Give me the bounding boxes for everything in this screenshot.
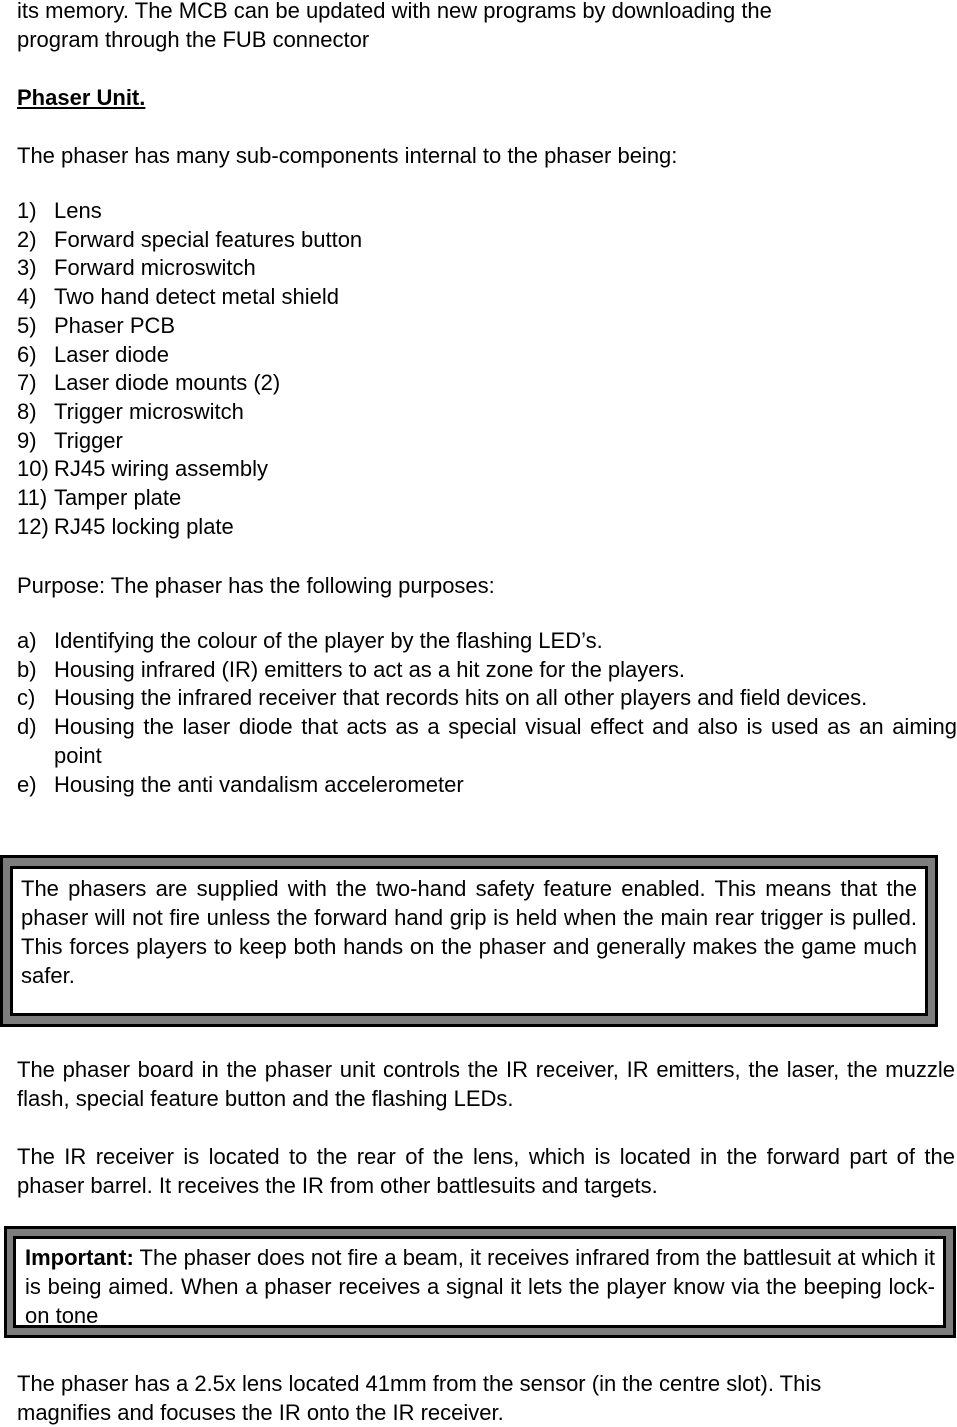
purpose-item-marker: d) (17, 714, 37, 740)
purpose-item-text: Identifying the colour of the player by the flashing LED’s. (54, 628, 603, 653)
component-item (17, 398, 957, 427)
purpose-item-marker: b) (17, 656, 37, 682)
purpose-item-marker: c) (17, 685, 36, 711)
components-list (17, 197, 957, 541)
safety-note: The phasers are supplied with the two-hand safety feature enabled. This means that the phaser will not fire unless the forward hand grip is held when the main rear trigger is pulled. This forces players to keep both hands on the phaser and generally makes the game much safer. (10, 866, 928, 1016)
component-item-text: Lens (54, 198, 102, 223)
component-item-text: Phaser PCB (54, 312, 176, 338)
component-item (17, 455, 957, 484)
component-item (17, 254, 957, 283)
component-item (17, 197, 957, 226)
component-item-text: Forward special features button (54, 226, 363, 252)
section-heading: Phaser Unit. (17, 85, 146, 110)
component-item (17, 427, 957, 456)
important-note (13, 1236, 946, 1328)
component-item (17, 283, 957, 312)
purpose-item (17, 656, 957, 685)
purpose-item (17, 713, 957, 770)
component-item (17, 369, 957, 398)
component-item (17, 484, 957, 513)
component-item-text: Trigger microswitch (54, 398, 244, 424)
component-item-marker: 7) (17, 370, 37, 396)
component-item-text: Two hand detect metal shield (54, 284, 339, 310)
component-item (17, 312, 957, 341)
component-item-text: Trigger (54, 427, 123, 453)
intro-line-2: program through the FUB connector (17, 27, 370, 52)
components-intro: The phaser has many sub-components internal to the phaser being: (17, 143, 678, 168)
component-item-marker: 2) (17, 226, 37, 252)
component-item-text: RJ45 locking plate (54, 513, 234, 539)
important-label: Important: (25, 1245, 134, 1270)
purpose-item (17, 771, 957, 800)
component-item (17, 226, 957, 255)
component-item-marker: 9) (17, 427, 37, 453)
component-item-text: Tamper plate (54, 485, 182, 511)
component-item-marker: 6) (17, 341, 37, 367)
component-item-marker: 11) (17, 485, 48, 511)
component-item-marker: 3) (17, 255, 37, 281)
component-item-marker: 1) (17, 198, 37, 223)
phaser-board-paragraph: The phaser board in the phaser unit controls the IR receiver, IR emitters, the laser, the muzzle flash, special feature button and the flashing LEDs. (17, 1057, 955, 1111)
component-item-text: Laser diode (54, 341, 169, 367)
component-item-marker: 10) (17, 456, 49, 482)
ir-receiver-paragraph: The IR receiver is located to the rear of the lens, which is located in the forward part of the phaser barrel. It receives the IR from other battlesuits and targets. (17, 1144, 955, 1198)
purpose-item (17, 627, 957, 656)
purpose-item-marker: e) (17, 771, 37, 797)
purpose-item (17, 684, 957, 713)
lens-line-1: The phaser has a 2.5x lens located 41mm from the sensor (in the centre slot). This (17, 1371, 822, 1396)
component-item-text: RJ45 wiring assembly (54, 456, 268, 482)
purpose-item-marker: a) (17, 628, 37, 653)
purpose-item-text: Housing the infrared receiver that records hits on all other players and field devices. (54, 685, 868, 711)
component-item (17, 341, 957, 370)
purpose-intro: Purpose: The phaser has the following purposes: (17, 573, 495, 598)
intro-line-1: its memory. The MCB can be updated with new programs by downloading the (17, 0, 772, 23)
purpose-item-text: Housing the laser diode that acts as a special visual effect and also is used as an aiming point (54, 714, 957, 768)
purposes-list (17, 627, 957, 799)
purpose-item-text: Housing infrared (IR) emitters to act as a hit zone for the players. (54, 656, 685, 682)
component-item-marker: 12) (17, 513, 49, 539)
component-item-text: Forward microswitch (54, 255, 256, 281)
component-item-marker: 4) (17, 284, 37, 310)
component-item-marker: 8) (17, 398, 37, 424)
lens-line-2: magnifies and focuses the IR onto the IR receiver. (17, 1400, 504, 1425)
purpose-item-text: Housing the anti vandalism accelerometer (54, 771, 464, 797)
component-item-marker: 5) (17, 312, 37, 338)
component-item (17, 513, 957, 542)
component-item-text: Laser diode mounts (2) (54, 370, 281, 396)
important-text: The phaser does not fire a beam, it receives infrared from the battlesuit at which it is being aimed. When a phaser receives a signal it lets the player know via the beeping lock-on tone (25, 1245, 935, 1328)
